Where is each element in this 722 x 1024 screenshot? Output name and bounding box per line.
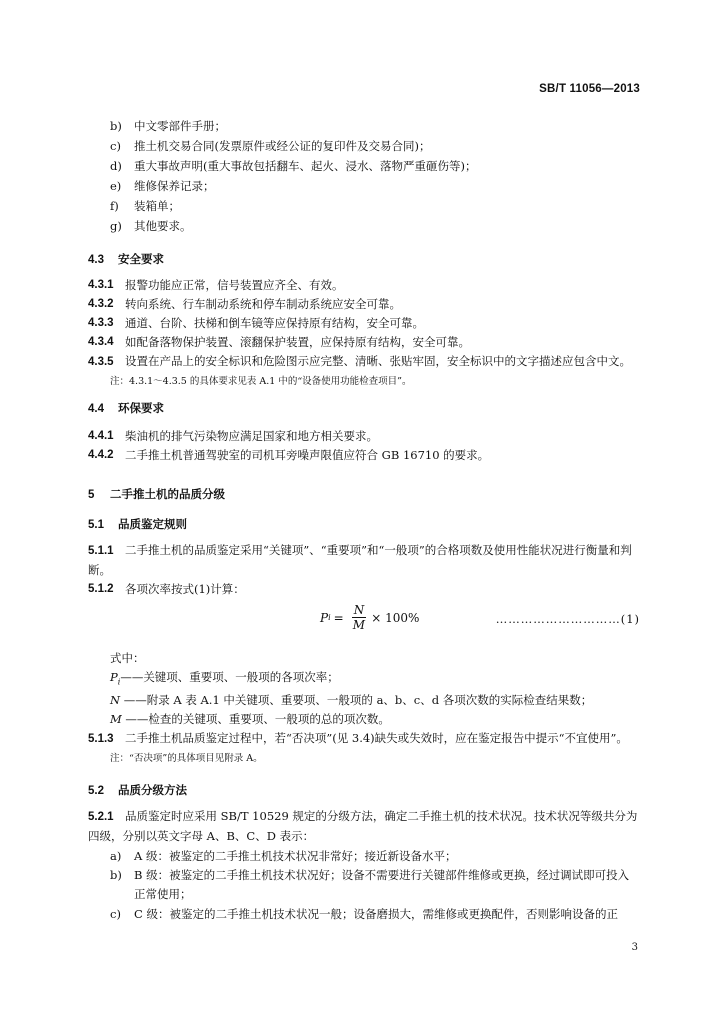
symbol-subscript: i: [117, 677, 121, 687]
note-4-3: 注：4.3.1～4.3.5 的具体要求见表 A.1 中的“设备使用功能检查项目”。: [110, 376, 412, 387]
list-text: 其他要求。: [134, 219, 192, 233]
where-item: [88, 691, 640, 710]
clause-4-3-1: [88, 276, 640, 295]
list-text: 维修保养记录；: [134, 179, 215, 193]
clause-number: 5.1.3: [88, 733, 114, 746]
list-item: [88, 136, 640, 156]
clause-4-3-2: [88, 295, 640, 314]
section-title: 安全要求: [118, 254, 164, 266]
list-item: [88, 216, 640, 236]
clause-number: 4.3.2: [88, 298, 114, 310]
list-item: [88, 846, 640, 866]
note-5-1-3: 注：“否决项”的具体项目见附录 A。: [110, 753, 263, 765]
clause-number: 5.2.1: [88, 811, 114, 824]
section-number: 5.1: [88, 519, 104, 531]
section-title: 环保要求: [118, 403, 164, 415]
list-item: [88, 156, 640, 176]
clause-text: 报警功能应正常，信号装置应齐全、有效。: [125, 278, 344, 292]
section-number: 4.4: [88, 403, 104, 415]
clause-number: 5.1.2: [88, 583, 114, 595]
clause-number: 4.4.1: [88, 430, 114, 442]
clause-text: 二手推土机品质鉴定过程中，若“否决项”(见 3.4)缺失或失效时，应在鉴定报告中提示“不宜使用”。: [125, 731, 628, 746]
section-number: 5.2: [88, 785, 104, 798]
clause-text: 品质鉴定时应采用 SB/T 10529 规定的分级方法，确定二手推土机的技术状况。技术状况等级共分为四级，分别以英文字母 A、B、C、D 表示：: [88, 809, 638, 844]
where-item: [88, 710, 640, 729]
chapter-heading-5: [88, 485, 640, 505]
formula-subscript: i: [328, 613, 331, 622]
fraction-numerator: N: [353, 603, 365, 617]
list-text: 中文零部件手册；: [134, 119, 226, 133]
page-number: 3: [631, 942, 638, 953]
grade-list: [88, 846, 640, 924]
equation-label: …………………………(1): [495, 612, 640, 626]
clause-text: 设置在产品上的安全标识和危险图示应完整、清晰、张贴牢固，安全标识中的文字描述应包含中文。: [125, 354, 631, 368]
list-label: b): [110, 119, 122, 133]
list-label: e): [110, 179, 122, 193]
list-text: B 级：被鉴定的二手推土机技术状况好；设备不需要进行关键部件维修或更换，经过调试即可投入正常使用；: [134, 868, 630, 902]
list-item: [88, 196, 640, 216]
clause-text: 二手推土机的品质鉴定采用“关键项”、“重要项”和“一般项”的合格项数及使用性能状况进行衡量和判断。: [88, 543, 632, 577]
clause-text: 通道、台阶、扶梯和倒车镜等应保持原有结构，安全可靠。: [125, 316, 424, 330]
clause-5-1-3: [88, 729, 640, 749]
list-text: 推土机交易合同(发票原件或经公证的复印件及交易合同)；: [134, 139, 431, 153]
list-item: [88, 904, 640, 924]
symbol-definition: ——关键项、重要项、一般项的各项次率；: [120, 670, 339, 684]
clause-5-1-1: [88, 541, 640, 580]
clause-number: 4.3.3: [88, 317, 114, 329]
clause-5-1-2: [88, 580, 640, 599]
clause-4-3-3: [88, 314, 640, 333]
document-list: [88, 116, 640, 236]
list-label: b): [110, 868, 122, 883]
clause-text: 柴油机的排气污染物应满足国家和地方相关要求。: [125, 429, 378, 443]
list-item: [88, 116, 640, 136]
formula-1: [88, 599, 640, 649]
section-heading-5-1: [88, 515, 640, 535]
list-label: d): [110, 159, 122, 173]
clause-4-3-4: [88, 333, 640, 352]
section-title: 品质分级方法: [118, 785, 187, 798]
standard-header: SB/T 11056—2013: [539, 83, 640, 95]
list-text: C 级：被鉴定的二手推土机技术状况一般；设备磨损大，需维修或更换配件，否则影响设备的正: [134, 907, 618, 922]
list-text: 装箱单；: [134, 199, 180, 213]
clause-number: 4.3.1: [88, 279, 114, 291]
symbol: M: [110, 712, 122, 727]
clause-5-2-1: [88, 807, 640, 846]
section-title: 品质鉴定规则: [118, 519, 187, 531]
symbol-definition: ——检查的关键项、重要项、一般项的总的项次数。: [121, 712, 390, 727]
clause-number: 4.4.2: [88, 449, 114, 461]
clause-number: 5.1.1: [88, 545, 114, 557]
section-heading-5-2: [88, 781, 640, 801]
list-label: f): [110, 199, 119, 213]
clause-4-4-1: [88, 427, 640, 446]
symbol: P: [110, 670, 118, 684]
document-body: [88, 116, 640, 924]
section-title: 二手推土机的品质分级: [110, 489, 225, 501]
list-label: g): [110, 219, 122, 233]
clause-4-4-2: [88, 446, 640, 465]
fraction-denominator: M: [352, 618, 366, 632]
list-text: A 级：被鉴定的二手推土机技术状况非常好；接近新设备水平；: [134, 849, 457, 864]
formula-rhs: × 100%: [371, 610, 420, 625]
clause-text: 转向系统、行车制动系统和停车制动系统应安全可靠。: [125, 297, 401, 311]
section-number: 4.3: [88, 254, 104, 266]
where-item: [88, 668, 640, 691]
clause-4-3-5: [88, 352, 640, 372]
list-label: a): [110, 849, 122, 864]
formula-lhs: P: [320, 610, 329, 625]
symbol-definition: ——附录 A 表 A.1 中关键项、重要项、一般项的 a、b、c、d 各项次数的实际检查结果数；: [120, 693, 593, 708]
clause-number: 4.3.5: [88, 356, 114, 368]
clause-text: 如配备落物保护装置、滚翻保护装置，应保持原有结构，安全可靠。: [125, 335, 470, 349]
formula-equals: =: [333, 610, 344, 625]
section-number: 5: [88, 489, 95, 501]
list-text: 重大事故声明(重大事故包括翻车、起火、浸水、落物严重砸伤等)；: [134, 159, 477, 173]
clause-text: 二手推土机普通驾驶室的司机耳旁噪声限值应符合 GB 16710 的要求。: [125, 448, 490, 462]
symbol: N: [110, 693, 121, 708]
clause-number: 4.3.4: [88, 336, 114, 348]
section-heading-4-3: [88, 250, 640, 270]
formula-expression: [320, 603, 419, 632]
list-label: c): [110, 139, 121, 153]
list-item: [88, 866, 640, 904]
clause-text: 各项次率按式(1)计算：: [125, 582, 245, 596]
formula-fraction: [352, 603, 367, 632]
list-label: c): [110, 907, 121, 922]
where-title: 式中：: [110, 651, 145, 665]
list-item: [88, 176, 640, 196]
section-heading-4-4: [88, 399, 640, 419]
